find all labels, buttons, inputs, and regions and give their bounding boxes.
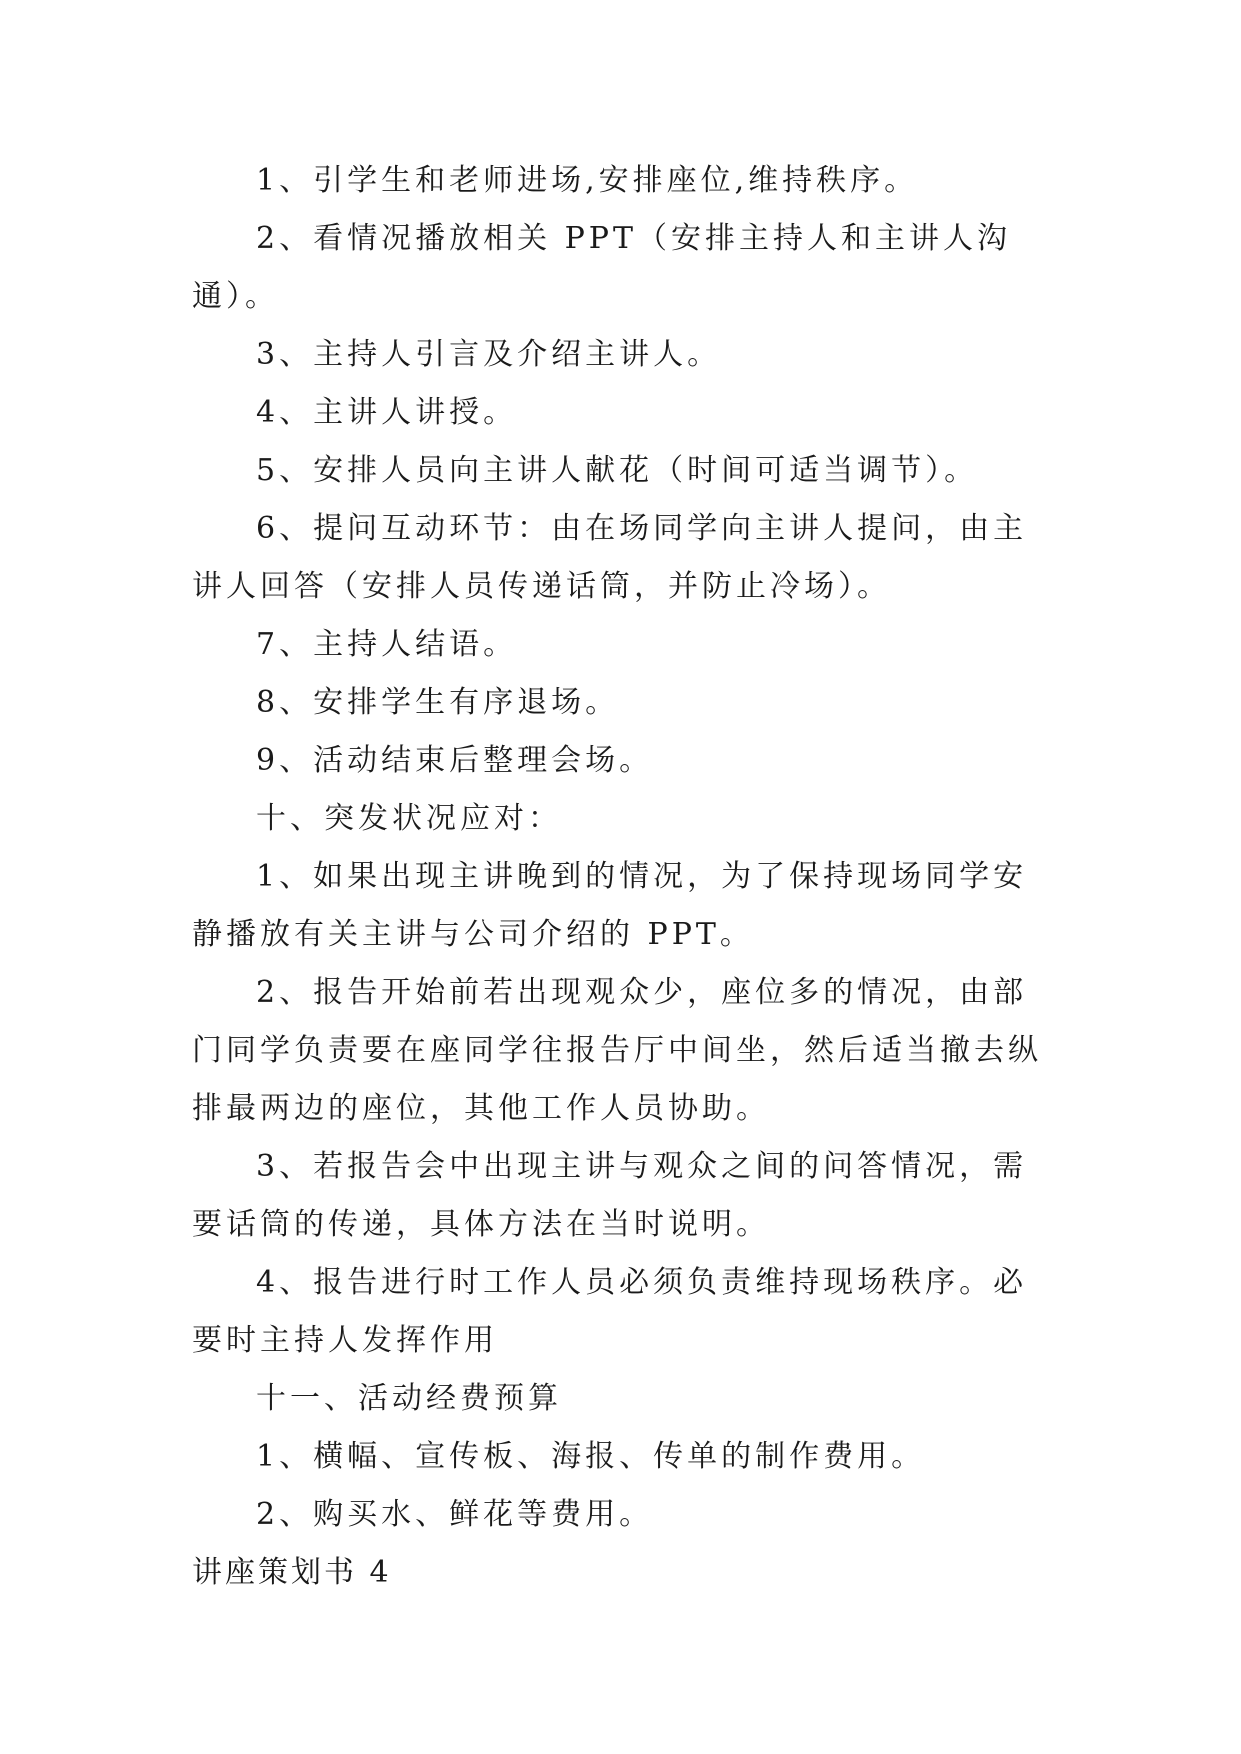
- paragraph-step-8: 8、安排学生有序退场。: [256, 685, 620, 720]
- paragraph-step-5: 5、安排人员向主讲人献花（时间可适当调节）。: [256, 453, 979, 488]
- paragraph-step-3: 3、主持人引言及介绍主讲人。: [256, 337, 722, 372]
- paragraph-contingency-4: 4、报告进行时工作人员必须负责维持现场秩序。必要时主持人发挥作用: [192, 1265, 1028, 1358]
- paragraph-contingency-3: 3、若报告会中出现主讲与观众之间的问答情况，需要话筒的传递，具体方法在当时说明。: [192, 1149, 1028, 1242]
- paragraph-step-7: 7、主持人结语。: [256, 627, 518, 662]
- paragraph-step-1: 1、引学生和老师进场,安排座位,维持秩序。: [256, 163, 919, 198]
- paragraph-budget-2: 2、购买水、鲜花等费用。: [256, 1497, 654, 1532]
- paragraph-contingency-1: 1、如果出现主讲晚到的情况，为了保持现场同学安静播放有关主讲与公司介绍的 PPT。: [192, 859, 1028, 952]
- paragraph-budget-1: 1、横幅、宣传板、海报、传单的制作费用。: [256, 1439, 926, 1474]
- section-heading: 讲座策划书 4: [192, 1555, 392, 1590]
- paragraph-contingency-2: 2、报告开始前若出现观众少，座位多的情况，由部门同学负责要在座同学往报告厅中间坐，然后适当撤去纵排最两边的座位，其他工作人员协助。: [192, 975, 1042, 1126]
- paragraph-step-4: 4、主讲人讲授。: [256, 395, 518, 430]
- paragraph-step-9: 9、活动结束后整理会场。: [256, 743, 654, 778]
- paragraph-step-6: 6、提问互动环节：由在场同学向主讲人提问，由主讲人回答（安排人员传递话筒，并防止冷场）。: [192, 511, 1028, 604]
- paragraph-step-2: 2、看情况播放相关 PPT（安排主持人和主讲人沟通）。: [192, 221, 1012, 314]
- paragraph-section-10: 十、突发状况应对：: [256, 801, 562, 836]
- document-body: [192, 152, 1052, 1602]
- paragraph-section-11: 十一、活动经费预算: [256, 1381, 562, 1416]
